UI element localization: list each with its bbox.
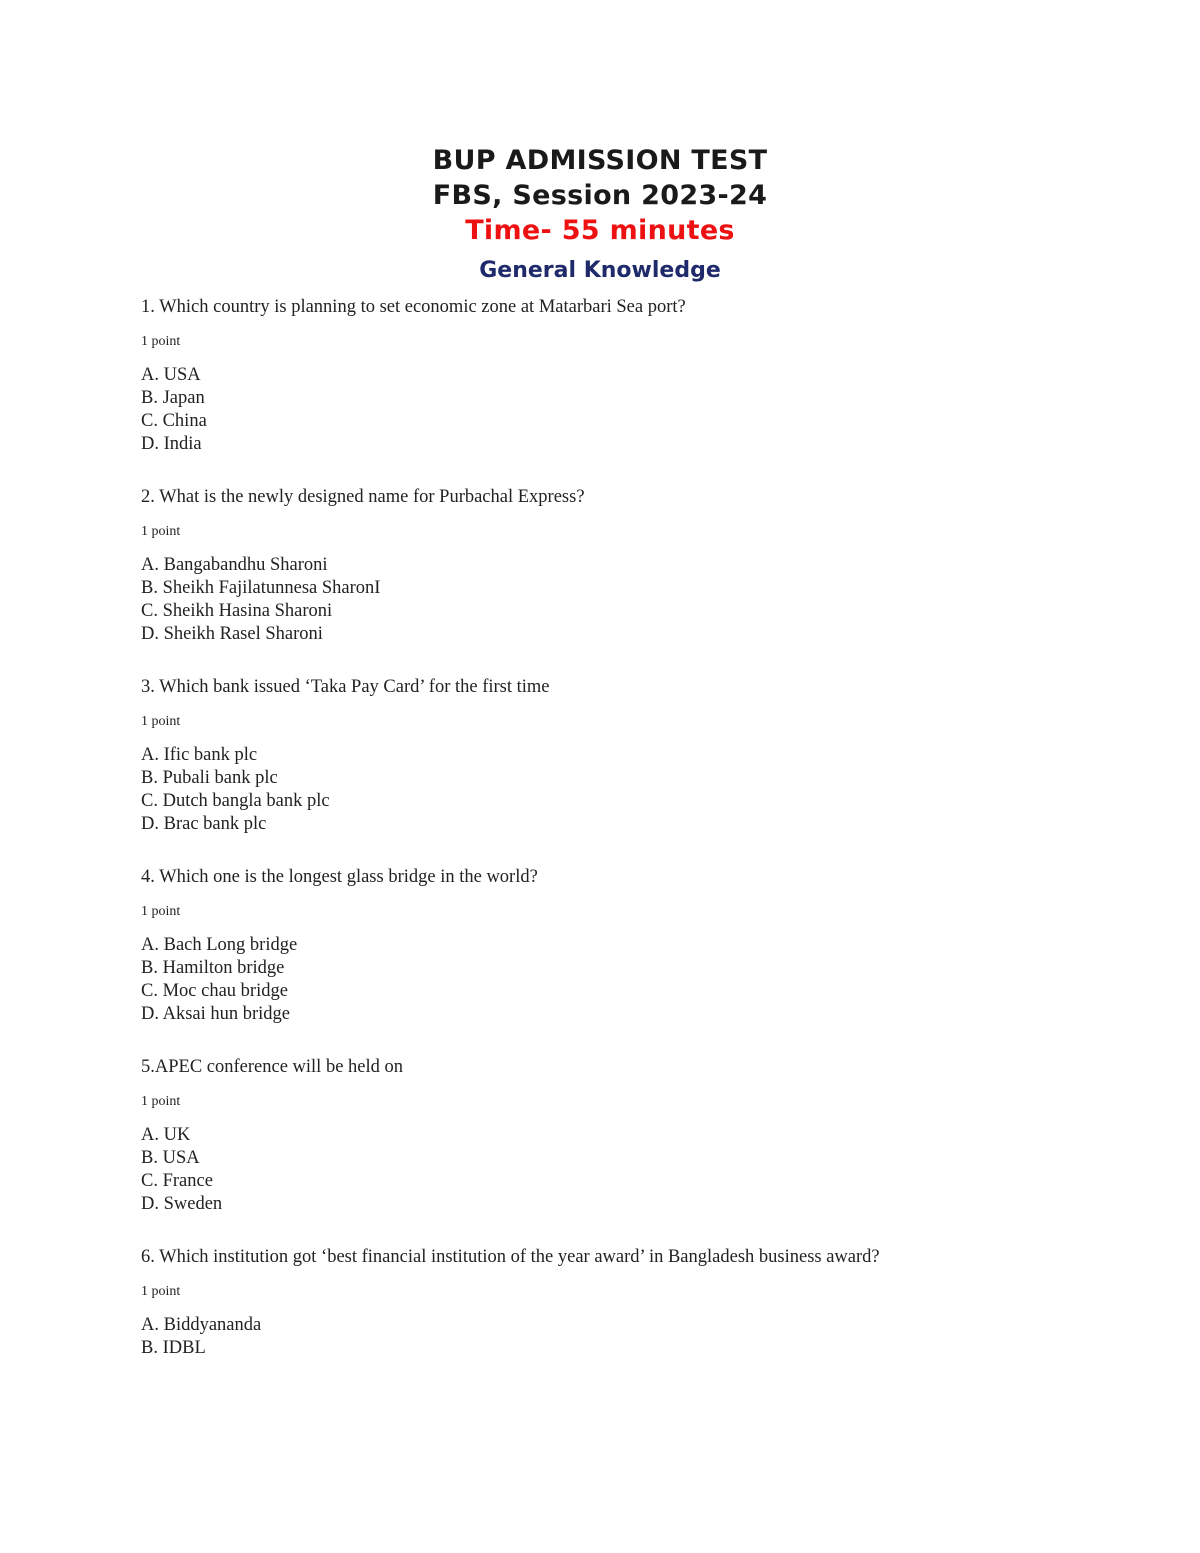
question-points: 1 point <box>141 1284 181 1299</box>
question-points: 1 point <box>141 714 181 729</box>
question-3 <box>141 672 1141 836</box>
question-5 <box>141 1052 1141 1216</box>
answer-options <box>141 1314 1141 1360</box>
answer-option: C. China <box>141 411 207 431</box>
question-points: 1 point <box>141 904 181 919</box>
test-title: BUP ADMISSION TEST <box>432 145 768 176</box>
document-header <box>0 143 1200 285</box>
question-points: 1 point <box>141 334 181 349</box>
question-text: 2. What is the newly designed name for Purbachal Express? <box>141 487 585 507</box>
answer-option: A. Ific bank plc <box>141 745 258 765</box>
answer-option: D. Aksai hun bridge <box>141 1004 291 1024</box>
question-text: 4. Which one is the longest glass bridge in the world? <box>141 867 538 887</box>
question-text: 3. Which bank issued ‘Taka Pay Card’ for the first time <box>141 677 550 697</box>
question-6 <box>141 1242 1141 1360</box>
answer-option: A. Bach Long bridge <box>141 935 298 955</box>
answer-option: D. Sweden <box>141 1194 223 1214</box>
answer-option: B. Hamilton bridge <box>141 958 285 978</box>
answer-option: C. France <box>141 1171 213 1191</box>
answer-option: D. Brac bank plc <box>141 814 267 834</box>
answer-option: A. UK <box>141 1125 191 1145</box>
answer-option: B. IDBL <box>141 1338 206 1358</box>
answer-option: C. Sheikh Hasina Sharoni <box>141 601 333 621</box>
question-points: 1 point <box>141 1094 181 1109</box>
answer-options <box>141 364 1141 456</box>
answer-option: D. Sheikh Rasel Sharoni <box>141 624 323 644</box>
section-heading: General Knowledge <box>479 258 721 283</box>
answer-option: B. Japan <box>141 388 205 408</box>
answer-option: A. USA <box>141 365 201 385</box>
question-2 <box>141 482 1141 646</box>
question-text: 6. Which institution got ‘best financial institution of the year award’ in Bangladesh business award? <box>141 1247 880 1267</box>
answer-options <box>141 554 1141 646</box>
question-text: 1. Which country is planning to set economic zone at Matarbari Sea port? <box>141 297 686 317</box>
answer-option: D. India <box>141 434 202 454</box>
answer-option: B. Sheikh Fajilatunnesa SharonI <box>141 578 381 598</box>
answer-option: B. Pubali bank plc <box>141 768 278 788</box>
question-text: 5.APEC conference will be held on <box>141 1057 404 1077</box>
question-4 <box>141 862 1141 1026</box>
answer-option: A. Biddyananda <box>141 1315 262 1335</box>
question-list <box>141 292 1141 1386</box>
question-1 <box>141 292 1141 456</box>
answer-option: A. Bangabandhu Sharoni <box>141 555 328 575</box>
answer-options <box>141 1124 1141 1216</box>
answer-option: C. Dutch bangla bank plc <box>141 791 330 811</box>
question-points: 1 point <box>141 524 181 539</box>
answer-options <box>141 934 1141 1026</box>
answer-option: C. Moc chau bridge <box>141 981 288 1001</box>
answer-options <box>141 744 1141 836</box>
answer-option: B. USA <box>141 1148 200 1168</box>
time-limit: Time- 55 minutes <box>465 215 735 246</box>
session-title: FBS, Session 2023-24 <box>432 180 768 211</box>
